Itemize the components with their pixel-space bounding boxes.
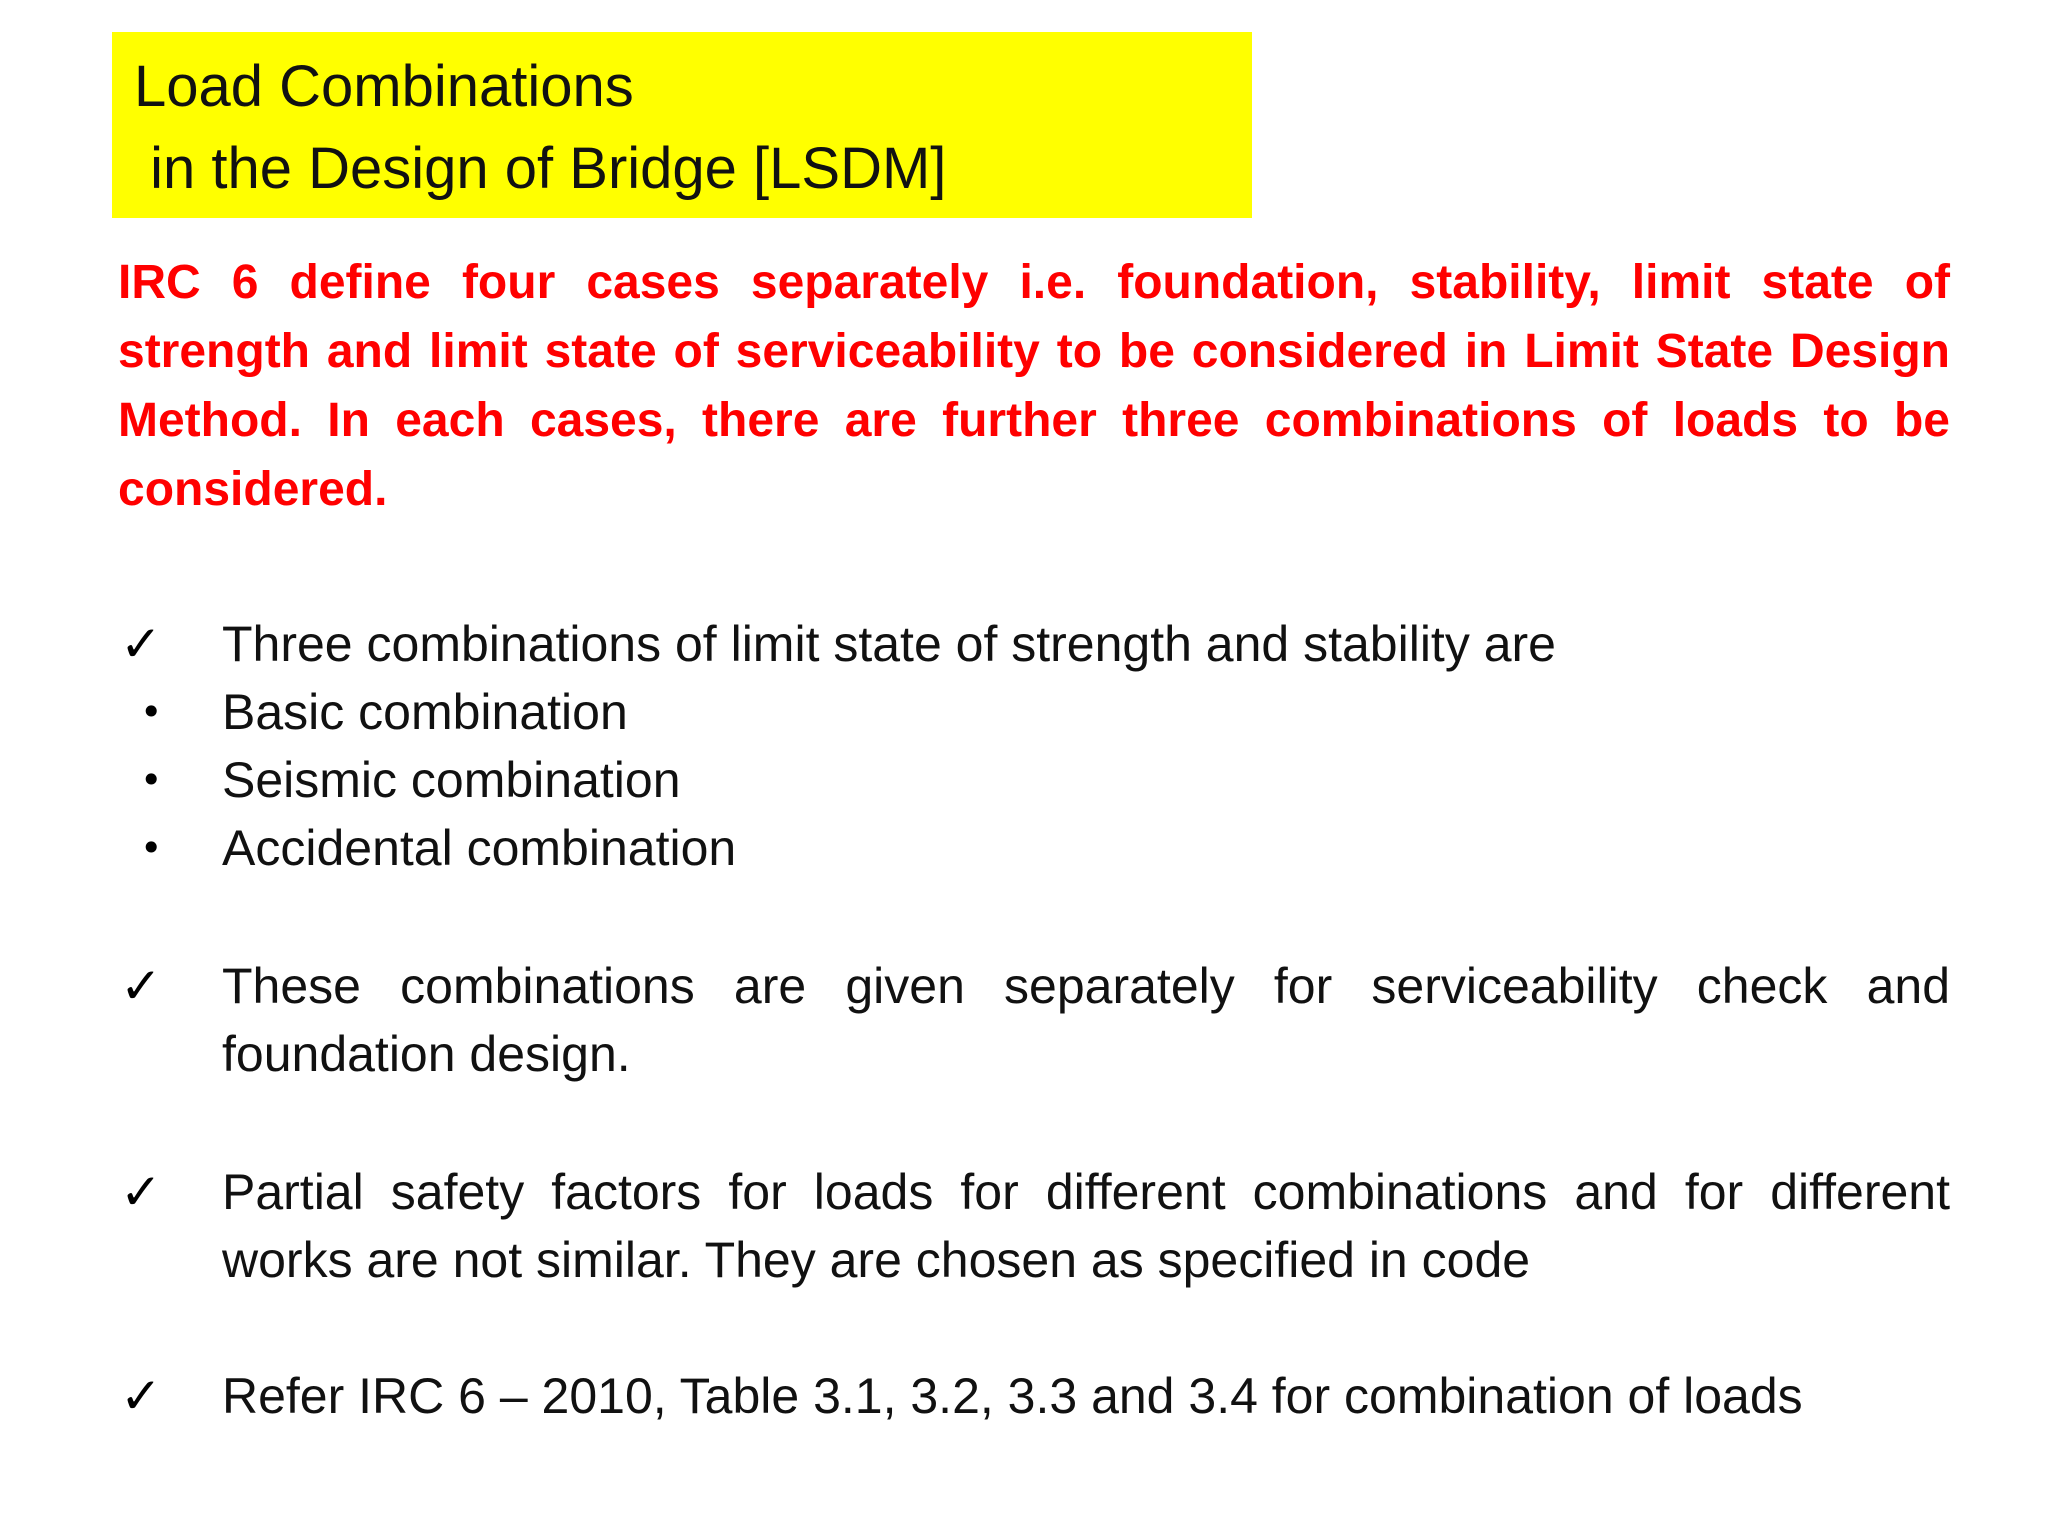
list-item — [118, 746, 1950, 814]
checkmark-icon: ✓ — [120, 1367, 162, 1425]
list-item — [118, 952, 1950, 1088]
bullet-icon: • — [140, 758, 163, 802]
list-item-text: Refer IRC 6 – 2010, Table 3.1, 3.2, 3.3 and 3.4 for combination of loads — [222, 1368, 1803, 1424]
title-box — [112, 32, 1252, 218]
list-item — [118, 1158, 1950, 1294]
list-item-text: Partial safety factors for loads for different combinations and for different works are not similar. They are chosen as specified in code — [222, 1164, 1950, 1288]
title-line-1: Load Combinations — [134, 54, 634, 119]
title-line-2: in the Design of Bridge [LSDM] — [134, 136, 947, 201]
checkmark-icon: ✓ — [120, 615, 162, 673]
bullet-icon: • — [140, 690, 163, 734]
list-item — [118, 814, 1950, 882]
list-item-text: Accidental combination — [222, 820, 737, 876]
checkmark-icon: ✓ — [120, 1163, 162, 1221]
list-item — [118, 1362, 1950, 1430]
intro-paragraph: IRC 6 define four cases separately i.e. foundation, stability, limit state of strength and limit state of serviceability to be considered in Limit State Design Method. In each cases, there are further three combinations of loads to be considered. — [118, 256, 1950, 516]
bullet-icon: • — [140, 826, 163, 870]
checkmark-icon: ✓ — [120, 957, 162, 1015]
list-item — [118, 678, 1950, 746]
list-item-text: Three combinations of limit state of strength and stability are — [222, 616, 1556, 672]
list-item-text: Basic combination — [222, 684, 628, 740]
list-item-text: Seismic combination — [222, 752, 681, 808]
list-item — [118, 610, 1950, 678]
list-item-text: These combinations are given separately for serviceability check and foundation design. — [222, 958, 1950, 1082]
